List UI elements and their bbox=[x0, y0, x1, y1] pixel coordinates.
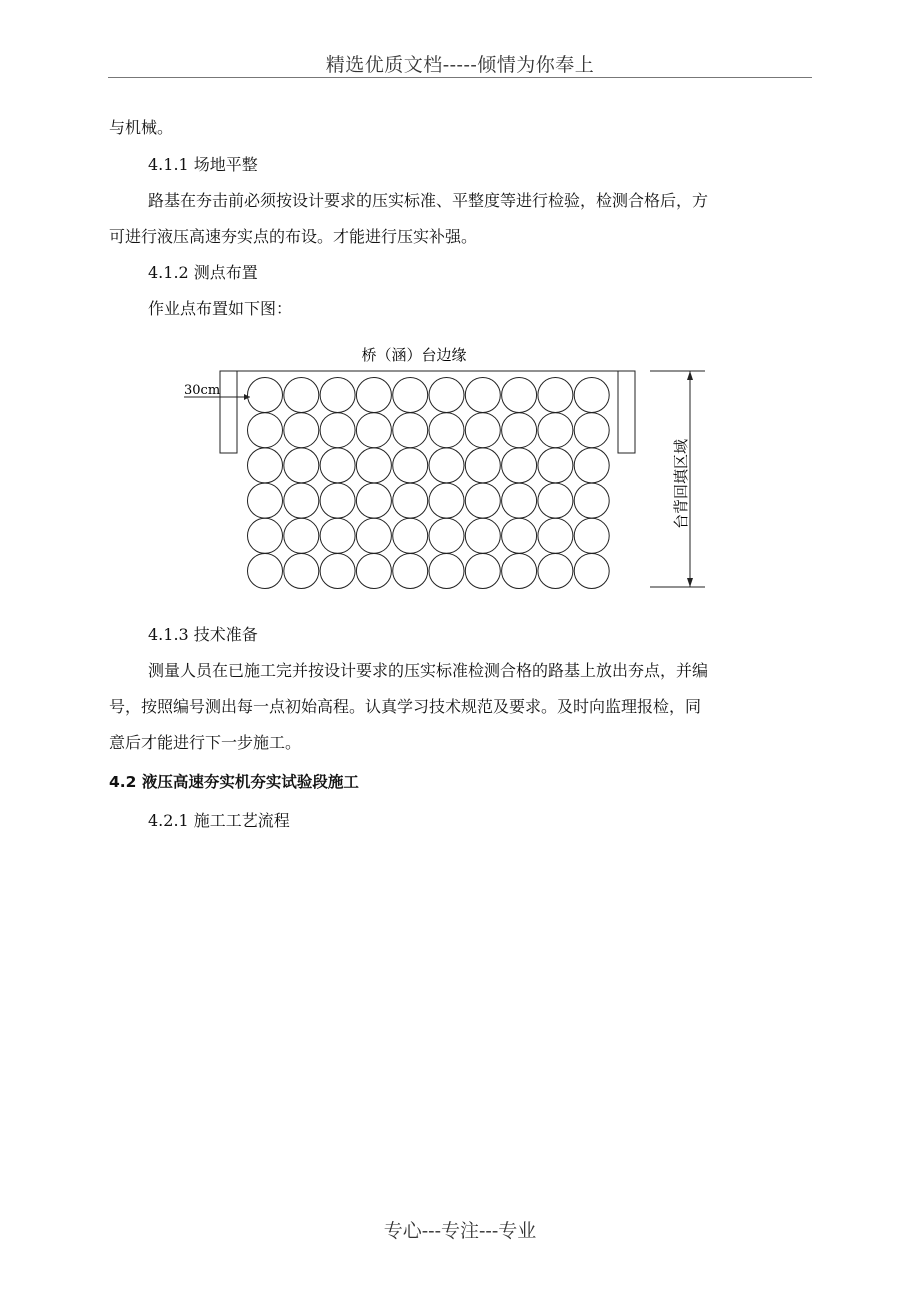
tamping-point-circle bbox=[320, 378, 355, 413]
section-heading-4-2-1: 4.2.1 施工工艺流程 bbox=[148, 811, 290, 830]
tamping-point-circle bbox=[574, 413, 609, 448]
tamping-point-circle bbox=[284, 413, 319, 448]
tamping-point-circle bbox=[502, 554, 537, 589]
tamping-point-circle bbox=[429, 413, 464, 448]
left-abutment-block bbox=[220, 371, 237, 453]
tamping-point-circle bbox=[248, 483, 283, 518]
tamping-point-grid bbox=[248, 378, 610, 589]
tamping-point-circle bbox=[429, 483, 464, 518]
tamping-point-circle bbox=[465, 378, 500, 413]
tamping-point-circle bbox=[538, 378, 573, 413]
tamping-point-circle bbox=[284, 518, 319, 553]
section-heading-4-1-3: 4.1.3 技术准备 bbox=[148, 625, 258, 644]
tamping-point-circle bbox=[393, 483, 428, 518]
tamping-point-circle bbox=[356, 483, 391, 518]
paragraph-line: 与机械。 bbox=[109, 118, 174, 137]
tamping-point-circle bbox=[574, 378, 609, 413]
tamping-point-circle bbox=[538, 554, 573, 589]
section-heading-4-2: 4.2 液压高速夯实机夯实试验段施工 bbox=[109, 773, 359, 791]
tamping-point-circle bbox=[574, 518, 609, 553]
paragraph-line: 路基在夯击前必须按设计要求的压实标准、平整度等进行检验，检测合格后，方 bbox=[148, 191, 709, 210]
bridge-abutment-edge-label: 桥（涵）台边缘 bbox=[361, 346, 467, 364]
tamping-point-circle bbox=[538, 518, 573, 553]
tamping-point-circle bbox=[248, 413, 283, 448]
tamping-point-circle bbox=[502, 448, 537, 483]
dimension-arrow-bottom bbox=[687, 578, 693, 587]
tamping-point-circle bbox=[284, 554, 319, 589]
tamping-point-circle bbox=[393, 518, 428, 553]
tamping-point-circle bbox=[429, 448, 464, 483]
tamping-point-circle bbox=[320, 413, 355, 448]
tamping-point-circle bbox=[429, 378, 464, 413]
spacing-label: 30cm bbox=[184, 383, 221, 398]
backfill-area-label: 台背回填区域 bbox=[672, 438, 690, 530]
tamping-point-circle bbox=[429, 518, 464, 553]
spacing-arrow-head bbox=[244, 394, 250, 400]
tamping-point-circle bbox=[320, 554, 355, 589]
tamping-point-circle bbox=[356, 448, 391, 483]
page-header: 精选优质文档-----倾情为你奉上 bbox=[325, 54, 595, 76]
paragraph-line: 意后才能进行下一步施工。 bbox=[109, 733, 302, 752]
tamping-point-circle bbox=[320, 448, 355, 483]
tamping-point-circle bbox=[465, 554, 500, 589]
tamping-point-circle bbox=[465, 413, 500, 448]
right-abutment-block bbox=[618, 371, 635, 453]
tamping-point-circle bbox=[356, 413, 391, 448]
tamping-point-circle bbox=[248, 378, 283, 413]
paragraph-line: 可进行液压高速夯实点的布设。才能进行压实补强。 bbox=[109, 227, 478, 246]
tamping-point-circle bbox=[284, 483, 319, 518]
tamping-point-circle bbox=[393, 554, 428, 589]
tamping-point-circle bbox=[248, 448, 283, 483]
tamping-point-circle bbox=[320, 518, 355, 553]
tamping-point-circle bbox=[393, 448, 428, 483]
tamping-point-circle bbox=[393, 413, 428, 448]
tamping-point-circle bbox=[320, 483, 355, 518]
tamping-point-circle bbox=[574, 483, 609, 518]
tamping-point-circle bbox=[574, 554, 609, 589]
tamping-point-circle bbox=[248, 518, 283, 553]
section-heading-4-1-1: 4.1.1 场地平整 bbox=[148, 155, 258, 174]
section-heading-4-1-2: 4.1.2 测点布置 bbox=[148, 263, 258, 282]
tamping-point-circle bbox=[538, 483, 573, 518]
tamping-point-circle bbox=[465, 448, 500, 483]
tamping-point-circle bbox=[502, 378, 537, 413]
tamping-point-circle bbox=[356, 554, 391, 589]
tamping-point-circle bbox=[356, 378, 391, 413]
tamping-point-circle bbox=[465, 518, 500, 553]
tamping-point-circle bbox=[248, 554, 283, 589]
tamping-point-circle bbox=[538, 413, 573, 448]
tamping-point-circle bbox=[502, 483, 537, 518]
tamping-point-circle bbox=[356, 518, 391, 553]
paragraph-line: 号，按照编号测出每一点初始高程。认真学习技术规范及要求。及时向监理报检，同 bbox=[109, 697, 702, 716]
tamping-point-circle bbox=[502, 518, 537, 553]
paragraph-line: 作业点布置如下图： bbox=[148, 299, 293, 318]
tamping-point-circle bbox=[502, 413, 537, 448]
tamping-point-circle bbox=[393, 378, 428, 413]
tamping-point-circle bbox=[284, 448, 319, 483]
dimension-arrow-top bbox=[687, 371, 693, 380]
tamping-point-circle bbox=[284, 378, 319, 413]
tamping-point-circle bbox=[465, 483, 500, 518]
tamping-point-circle bbox=[538, 448, 573, 483]
tamping-point-circle bbox=[429, 554, 464, 589]
tamping-point-circle bbox=[574, 448, 609, 483]
paragraph-line: 测量人员在已施工完并按设计要求的压实标准检测合格的路基上放出夯点，并编 bbox=[148, 661, 709, 680]
page-footer: 专心---专注---专业 bbox=[383, 1220, 537, 1242]
